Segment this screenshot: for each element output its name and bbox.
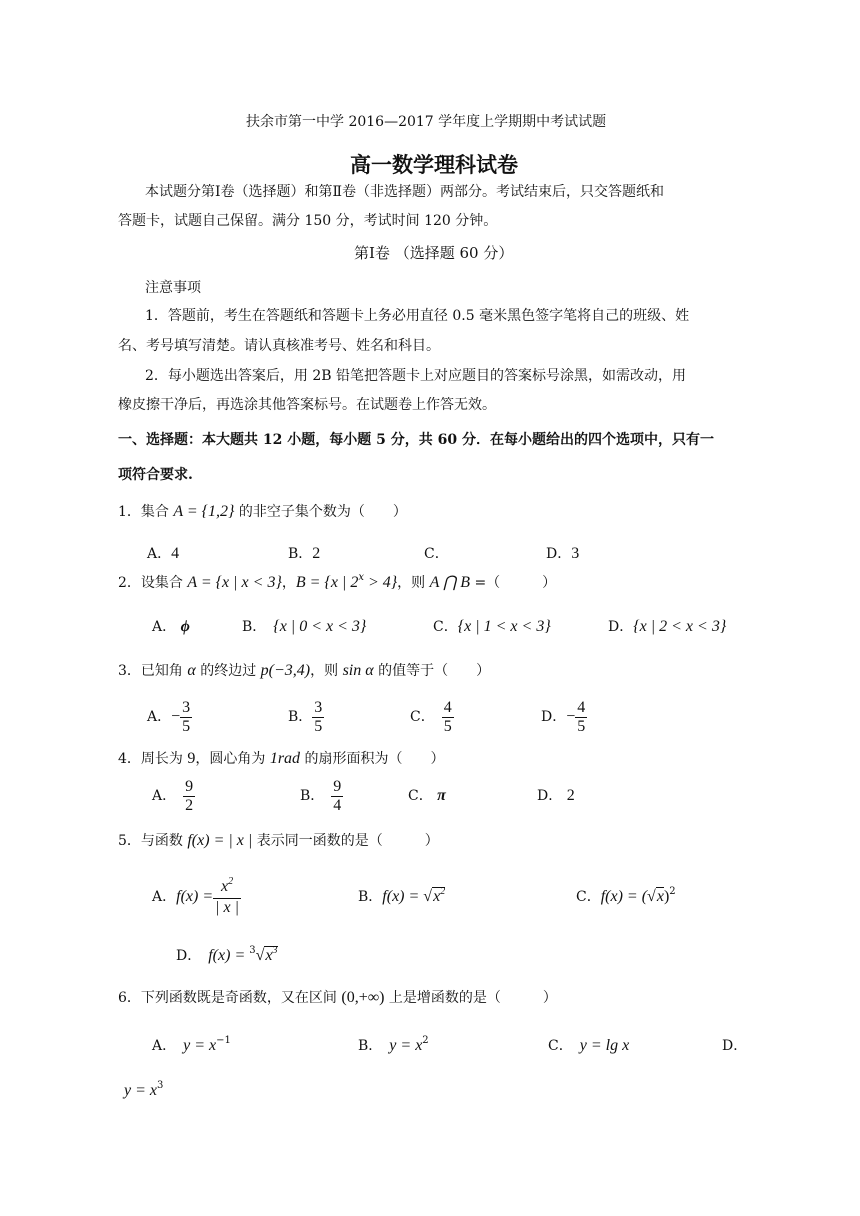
intro-line-1: 本试题分第Ⅰ卷（选择题）和第Ⅱ卷（非选择题）两部分。考试结束后，只交答题纸和 — [145, 184, 665, 200]
part1-title: 第Ⅰ卷 （选择题 60 分） — [354, 244, 514, 262]
q5-option-c: C．$f(x) = (√x)^2$ — [576, 886, 676, 905]
q2-option-c: C．{x | 1 < x < 3} — [433, 618, 551, 635]
q1-post: 的非空子集个数为（ ） — [234, 504, 407, 520]
section1-line1: 一、选择题：本大题共 12 小题，每小题 5 分，共 60 分．在每小题给出的四个选项中，只有一 — [118, 432, 714, 448]
question-4: 4．周长为 9，圆心角为 1rad 的扇形面积为（ ） — [118, 750, 445, 767]
q3-option-b: B． $\frac{3}{5}$ — [288, 698, 323, 735]
q5-option-a: A．f(x) = $\frac{x^2}{| x |}$ — [152, 875, 240, 916]
question-3: 3．已知角 α 的终边过 p(−3,4)，则 sin α 的值等于（ ） — [118, 662, 491, 679]
question-1 — [118, 503, 407, 521]
q1-option-d: D．3 — [546, 545, 580, 562]
note2-line2: 橡皮擦干净后，再选涂其他答案标号。在试题卷上作答无效。 — [118, 397, 496, 413]
notes-heading: 注意事项 — [145, 280, 201, 296]
school-header: 扶余市第一中学 2016—2017 学年度上学期期中考试试题 — [246, 114, 607, 130]
q1-option-c: C． — [424, 546, 449, 562]
q3-option-d: D．− $\frac{4}{5}$ — [541, 698, 586, 735]
q6-option-d-label: D． — [722, 1038, 748, 1054]
q4-option-c: C． π — [408, 787, 446, 804]
section1-line2: 项符合要求. — [118, 467, 193, 483]
q1-math: A = {1,2} — [173, 503, 235, 520]
note1-line2: 名、考号填写清楚。请认真核准考号、姓名和科目。 — [118, 338, 440, 354]
q6-option-b: B． $y = x^2$ — [358, 1035, 429, 1054]
question-6: 6．下列函数既是奇函数，又在区间 (0,+∞) 上是增函数的是（ ） — [118, 989, 557, 1006]
intro-line-2: 答题卡，试题自己保留。满分 150 分，考试时间 120 分钟。 — [118, 213, 498, 229]
q2-option-d: D．{x | 2 < x < 3} — [608, 618, 727, 635]
q6-option-d: $y = x^3$ — [124, 1080, 164, 1099]
q2-option-b: B． {x | 0 < x < 3} — [242, 618, 367, 635]
question-2: 2．设集合 A = {x | x < 3}，B = {x | $2^x > 4$}，则 A ⋂ B =（ ） — [118, 572, 557, 591]
q6-option-c: C． y = lg x — [548, 1037, 630, 1054]
q3-option-a: A．− $\frac{3}{5}$ — [147, 698, 191, 735]
q1-option-a: A．4 — [147, 545, 180, 562]
q4-option-d: D． 2 — [537, 787, 575, 804]
q5-option-d: D． $f(x) = ^3√x^3$ — [176, 945, 278, 964]
q5-option-b: B．$f(x) = √x^2$ — [358, 886, 446, 905]
q2-option-a: A． ϕ — [152, 618, 190, 635]
exam-title: 高一数学理科试卷 — [350, 152, 518, 177]
q3-option-c: C． $\frac{4}{5}$ — [410, 698, 452, 735]
q4-option-b: B． $\frac{9}{4}$ — [300, 777, 342, 814]
note1-line1: 1．答题前，考生在答题纸和答题卡上务必用直径 0.5 毫米黑色签字笔将自己的班级、姓 — [145, 308, 690, 324]
question-5: 5．与函数 f(x) = | x | 表示同一函数的是（ ） — [118, 832, 439, 849]
q1-option-b: B．2 — [288, 545, 321, 562]
q6-option-a: A． $y = x^{-1}$ — [152, 1035, 231, 1054]
q4-option-a: A． $\frac{9}{2}$ — [152, 777, 194, 814]
q1-pre: 1．集合 — [118, 504, 174, 520]
note2-line1: 2．每小题选出答案后，用 2B 铅笔把答题卡上对应题目的答案标号涂黑，如需改动，用 — [145, 368, 687, 384]
